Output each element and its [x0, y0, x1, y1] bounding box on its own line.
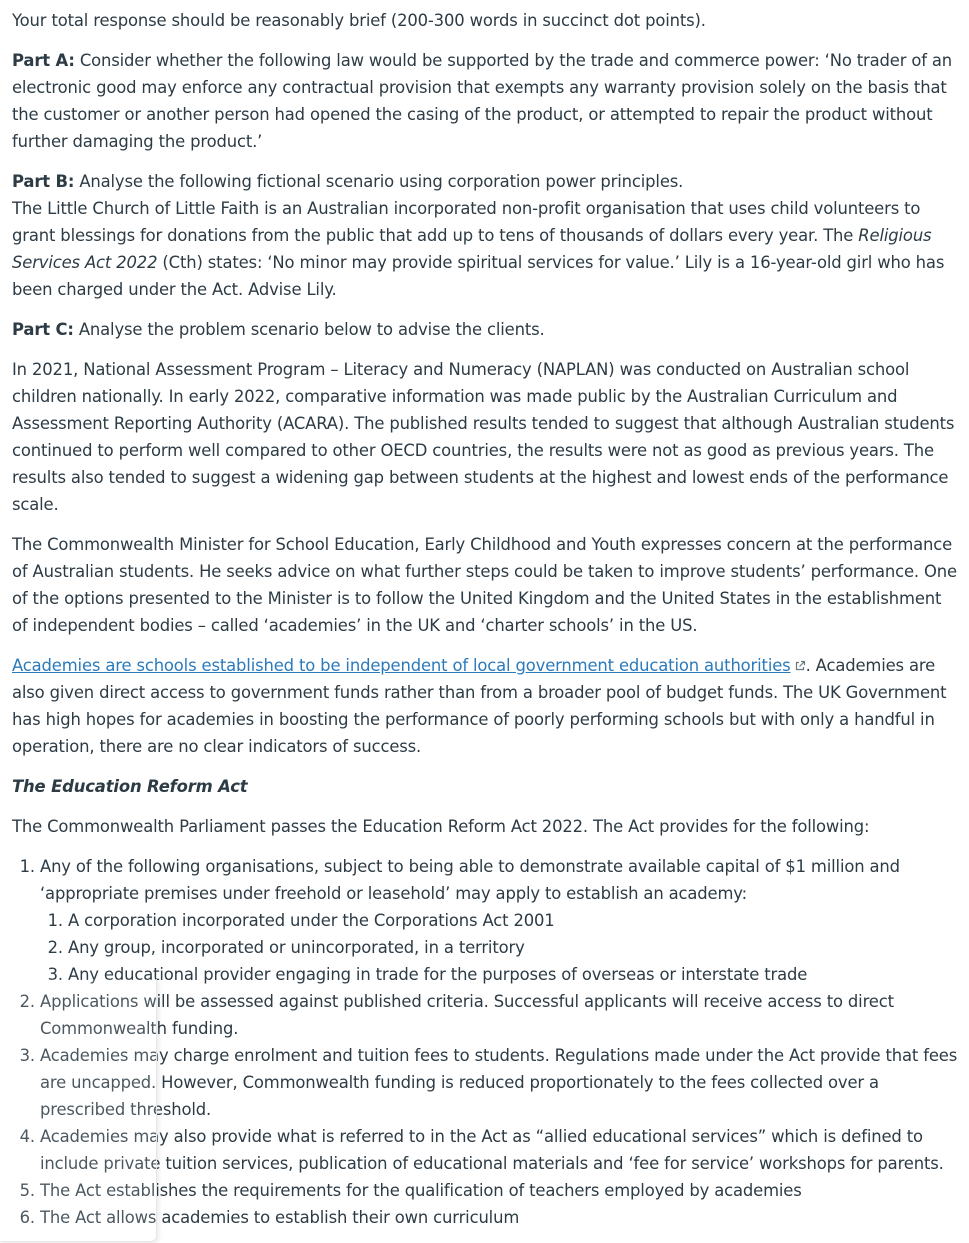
naplan-paragraph: In 2021, National Assessment Program – Literacy and Numeracy (NAPLAN) was conducted on Australian school children nationally. In early 2022, comparative information was made public by the Australian Curriculum and Assessment Reporting Authority (ACARA). The published results tended to suggest that although Australian students continued to perform well compared to other OECD countries, the results were not as good as previous years. The results also tended to suggest a widening gap between students at the highest and lowest ends of the performance scale.: [12, 360, 955, 514]
sub-list-item: 2. Any group, incorporated or unincorporated, in a territory: [68, 934, 960, 961]
religious-services-act-title: Religious Services Act 2022: [12, 226, 932, 272]
list-item: 5. The Act establishes the requirements for the qualification of teachers employed by academies: [40, 1177, 960, 1204]
list-item: 6. The Act allows academies to establish their own curriculum: [40, 1204, 960, 1231]
minister-paragraph: The Commonwealth Minister for School Education, Early Childhood and Youth expresses concern at the performance of Australian students. He seeks advice on what further steps could be taken to improve students’ performance. One of the options presented to the Minister is to follow the United Kingdom and the United States in the establishment of independent bodies – called ‘academies’ in the UK and ‘charter schools’ in the US.: [12, 535, 957, 635]
intro-paragraph: Your total response should be reasonably brief (200-300 words in succinct dot points).: [12, 11, 706, 30]
sub-list-item: 3. Any educational provider engaging in trade for the purposes of overseas or interstate trade: [68, 961, 960, 988]
external-link-icon[interactable]: [794, 660, 806, 672]
part-a-text: Consider whether the following law would be supported by the trade and commerce power: ‘No trader of an electronic good may enforce any contractual provision that exempts any warranty provision solely on the basis that the customer or another person had opened the casing of the product, or attempted to repair the product without further damaging the product.’: [12, 51, 953, 151]
part-b-scenario-before: The Little Church of Little Faith is an Australian incorporated non-profit organisation that uses child volunteers to grant blessings for donations from the public that add up to tens of thousands of dollars every year. The: [12, 199, 921, 245]
act-intro-paragraph: The Commonwealth Parliament passes the Education Reform Act 2022. The Act provides for the following:: [12, 817, 870, 836]
part-c-label: Part C:: [12, 320, 74, 339]
list-item: [40, 853, 960, 988]
academies-external-link[interactable]: [12, 656, 791, 675]
part-b-label: Part B:: [12, 172, 75, 191]
part-b-text: Analyse the following fictional scenario using corporation power principles.: [74, 172, 684, 191]
part-b-paragraph: [12, 168, 960, 303]
list-item-text: Any of the following organisations, subject to being able to demonstrate available capital of $1 million and ‘appropriate premises under freehold or leasehold’ may apply to establish an academy:: [40, 857, 900, 903]
academies-link-text: Academies are schools established to be independent of local government education authorities: [12, 656, 791, 675]
list-item: 2. Applications will be assessed against published criteria. Successful applicants will receive access to direct Commonwealth funding.: [40, 988, 960, 1042]
academies-paragraph: [12, 652, 960, 760]
part-a-label: Part A:: [12, 51, 75, 70]
sub-list-item: 1. A corporation incorporated under the Corporations Act 2001: [68, 907, 960, 934]
education-reform-act-heading: The Education Reform Act: [12, 777, 248, 796]
list-item: 4. Academies may also provide what is referred to in the Act as “allied educational services” which is defined to include private tuition services, publication of educational materials and ‘fee for service’ workshops for parents.: [40, 1123, 960, 1177]
list-item: 3. Academies may charge enrolment and tuition fees to students. Regulations made under the Act provide that fees are uncapped. However, Commonwealth funding is reduced proportionately to the fees collected over a prescribed threshold.: [40, 1042, 960, 1123]
part-c-text: Analyse the problem scenario below to advise the clients.: [73, 320, 545, 339]
academies-rest-text: . Academies are also given direct access to government funds rather than from a broader pool of budget funds. The UK Government has high hopes for academies in boosting the performance of poorly performing schools but with only a handful in operation, there are no clear indicators of success.: [12, 656, 947, 756]
assignment-document: [12, 7, 960, 1231]
eligible-organisations-sublist: [40, 907, 960, 988]
act-provisions-list: [12, 853, 960, 1231]
part-a-paragraph: [12, 47, 960, 155]
part-b-scenario-after: (Cth) states: ‘No minor may provide spiritual services for value.’ Lily is a 16-year-old girl who has been charged under the Act. Advise Lily.: [12, 253, 945, 299]
part-c-paragraph: [12, 316, 960, 343]
